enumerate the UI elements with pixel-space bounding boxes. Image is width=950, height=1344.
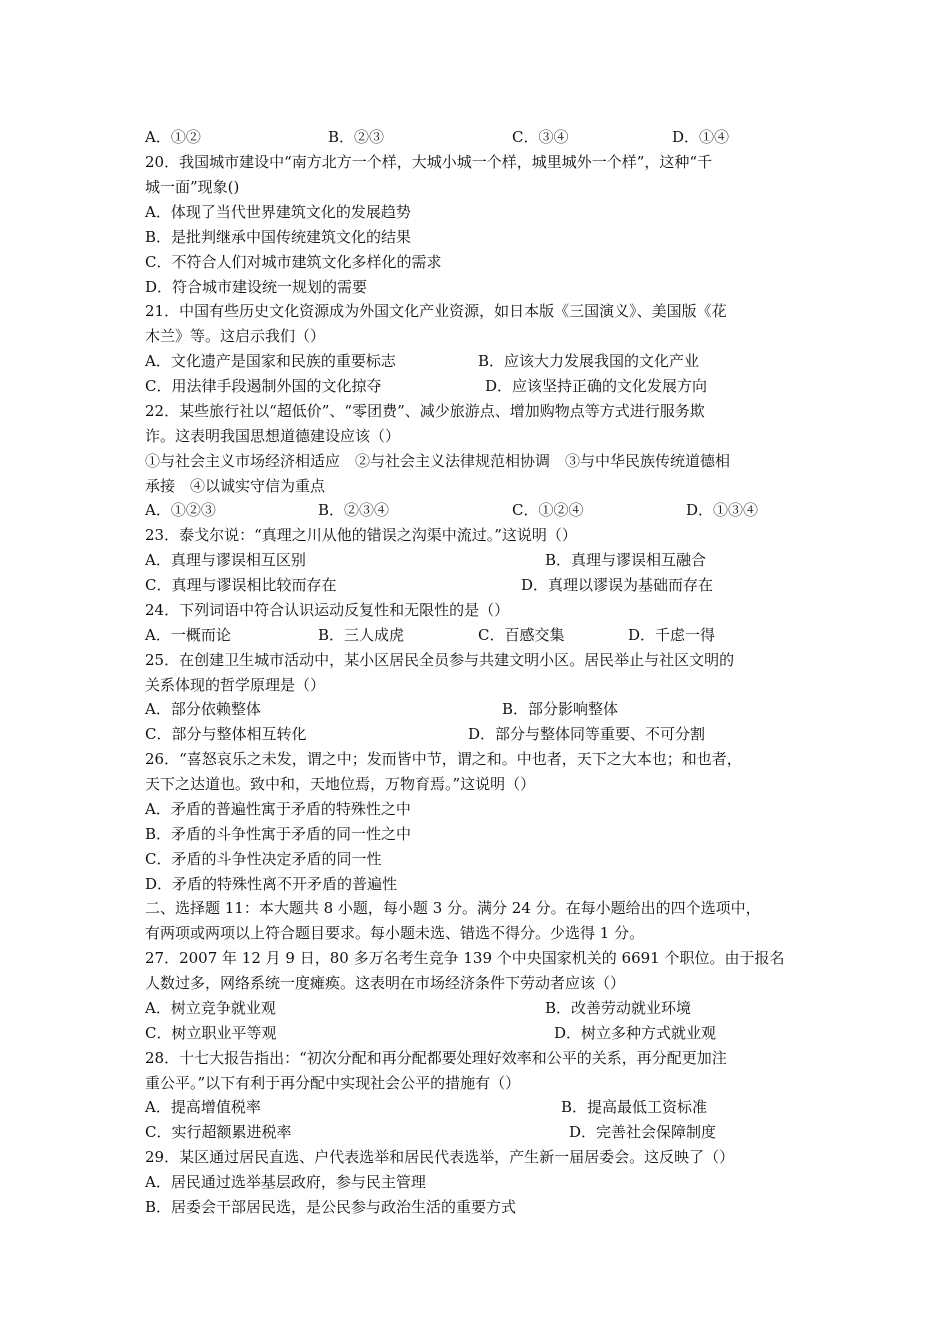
q21-stem-line-2: 木兰》等。这启示我们（） (145, 327, 326, 345)
q28-option-a: A．提高增值税率 (145, 1098, 261, 1116)
q23-option-a: A．真理与谬误相互区别 (145, 551, 306, 569)
q26-option-b: B．矛盾的斗争性寓于矛盾的同一性之中 (145, 825, 412, 843)
q29-stem: 29．某区通过居民直选、户代表选举和居民代表选举，产生新一届居委会。这反映了（） (145, 1148, 735, 1166)
section2-heading-line-2: 有两项或两项以上符合题目要求。每小题未选、错选不得分。少选得 1 分。 (145, 924, 645, 942)
q19-option-a: A．①② (145, 128, 201, 146)
q24-option-a: A．一概而论 (145, 626, 231, 644)
q19-option-d: D．①④ (672, 128, 730, 146)
q20-option-c: C．不符合人们对城市建筑文化多样化的需求 (145, 253, 442, 271)
q22-stem-line-3: ①与社会主义市场经济相适应 ②与社会主义法律规范相协调 ③与中华民族传统道德相 (145, 452, 731, 470)
q26-stem-line-2: 天下之达道也。致中和，天地位焉，万物育焉。”这说明（） (145, 775, 536, 793)
q21-option-c: C．用法律手段遏制外国的文化掠夺 (145, 377, 382, 395)
q28-option-b: B．提高最低工资标准 (561, 1098, 708, 1116)
q27-option-c: C．树立职业平等观 (145, 1024, 277, 1042)
q27-stem-line-2: 人数过多，网络系统一度瘫痪。这表明在市场经济条件下劳动者应该（） (145, 974, 626, 992)
q20-stem-line-2: 城一面”现象() (145, 178, 240, 196)
q20-option-b: B．是批判继承中国传统建筑文化的结果 (145, 228, 412, 246)
q22-stem-line-2: 诈。这表明我国思想道德建设应该（） (145, 427, 401, 445)
q24-option-c: C．百感交集 (478, 626, 565, 644)
q27-option-d: D．树立多种方式就业观 (554, 1024, 717, 1042)
q25-option-c: C．部分与整体相互转化 (145, 725, 307, 743)
q21-option-a: A．文化遗产是国家和民族的重要标志 (145, 352, 396, 370)
q27-stem-line-1: 27．2007 年 12 月 9 日，80 多万名考生竞争 139 个中央国家机关的 6691 个职位。由于报名 (145, 949, 785, 967)
q22-stem-line-1: 22．某些旅行社以“超低价”、“零团费”、减少旅游点、增加购物点等方式进行服务欺 (145, 402, 705, 420)
q28-stem-line-2: 重公平。”以下有利于再分配中实现社会公平的措施有（） (145, 1074, 521, 1092)
section2-heading-line-1: 二、选择题 11：本大题共 8 小题，每小题 3 分。满分 24 分。在每小题给出的四个选项中， (145, 899, 761, 917)
q26-stem-line-1: 26．“喜怒哀乐之未发，谓之中；发而皆中节，谓之和。中也者，天下之大本也；和也者， (145, 750, 742, 768)
q22-option-b: B．②③④ (318, 501, 390, 519)
q20-stem-line-1: 20．我国城市建设中“南方北方一个样，大城小城一个样，城里城外一个样”，这种“千 (145, 153, 713, 171)
q21-stem-line-1: 21．中国有些历史文化资源成为外国文化产业资源，如日本版《三国演义》、美国版《花 (145, 302, 727, 320)
q22-option-a: A．①②③ (145, 501, 216, 519)
q25-option-a: A．部分依赖整体 (145, 700, 261, 718)
q28-option-c: C．实行超额累进税率 (145, 1123, 292, 1141)
q21-option-b: B．应该大力发展我国的文化产业 (478, 352, 700, 370)
q25-option-b: B．部分影响整体 (502, 700, 619, 718)
q23-option-b: B．真理与谬误相互融合 (545, 551, 707, 569)
q22-option-d: D．①③④ (686, 501, 759, 519)
q24-option-b: B．三人成虎 (318, 626, 405, 644)
q27-option-a: A．树立竞争就业观 (145, 999, 276, 1017)
q27-option-b: B．改善劳动就业环境 (545, 999, 692, 1017)
q24-stem: 24．下列词语中符合认识运动反复性和无限性的是（） (145, 601, 510, 619)
q25-stem-line-1: 25．在创建卫生城市活动中，某小区居民全员参与共建文明小区。居民举止与社区文明的 (145, 651, 735, 669)
q26-option-c: C．矛盾的斗争性决定矛盾的同一性 (145, 850, 382, 868)
q26-option-a: A．矛盾的普遍性寓于矛盾的特殊性之中 (145, 800, 411, 818)
q28-stem-line-1: 28．十七大报告指出：“初次分配和再分配都要处理好效率和公平的关系，再分配更加注 (145, 1049, 727, 1067)
q19-option-c: C．③④ (512, 128, 569, 146)
q24-option-d: D．千虑一得 (628, 626, 716, 644)
q19-option-b: B．②③ (328, 128, 385, 146)
q23-option-c: C．真理与谬误相比较而存在 (145, 576, 337, 594)
q20-option-d: D．符合城市建设统一规划的需要 (145, 278, 368, 296)
q23-option-d: D．真理以谬误为基础而存在 (521, 576, 714, 594)
q22-option-c: C．①②④ (512, 501, 584, 519)
q21-option-d: D．应该坚持正确的文化发展方向 (485, 377, 708, 395)
q20-option-a: A．体现了当代世界建筑文化的发展趋势 (145, 203, 411, 221)
q25-option-d: D．部分与整体同等重要、不可分割 (468, 725, 706, 743)
q29-option-a: A．居民通过选举基层政府，参与民主管理 (145, 1173, 426, 1191)
q26-option-d: D．矛盾的特殊性离不开矛盾的普遍性 (145, 875, 398, 893)
q22-stem-line-4: 承接 ④以诚实守信为重点 (145, 477, 326, 495)
q23-stem: 23．泰戈尔说：“真理之川从他的错误之沟渠中流过。”这说明（） (145, 526, 577, 544)
q28-option-d: D．完善社会保障制度 (569, 1123, 717, 1141)
q25-stem-line-2: 关系体现的哲学原理是（） (145, 676, 326, 694)
q29-option-b: B．居委会干部居民选，是公民参与政治生活的重要方式 (145, 1198, 517, 1216)
